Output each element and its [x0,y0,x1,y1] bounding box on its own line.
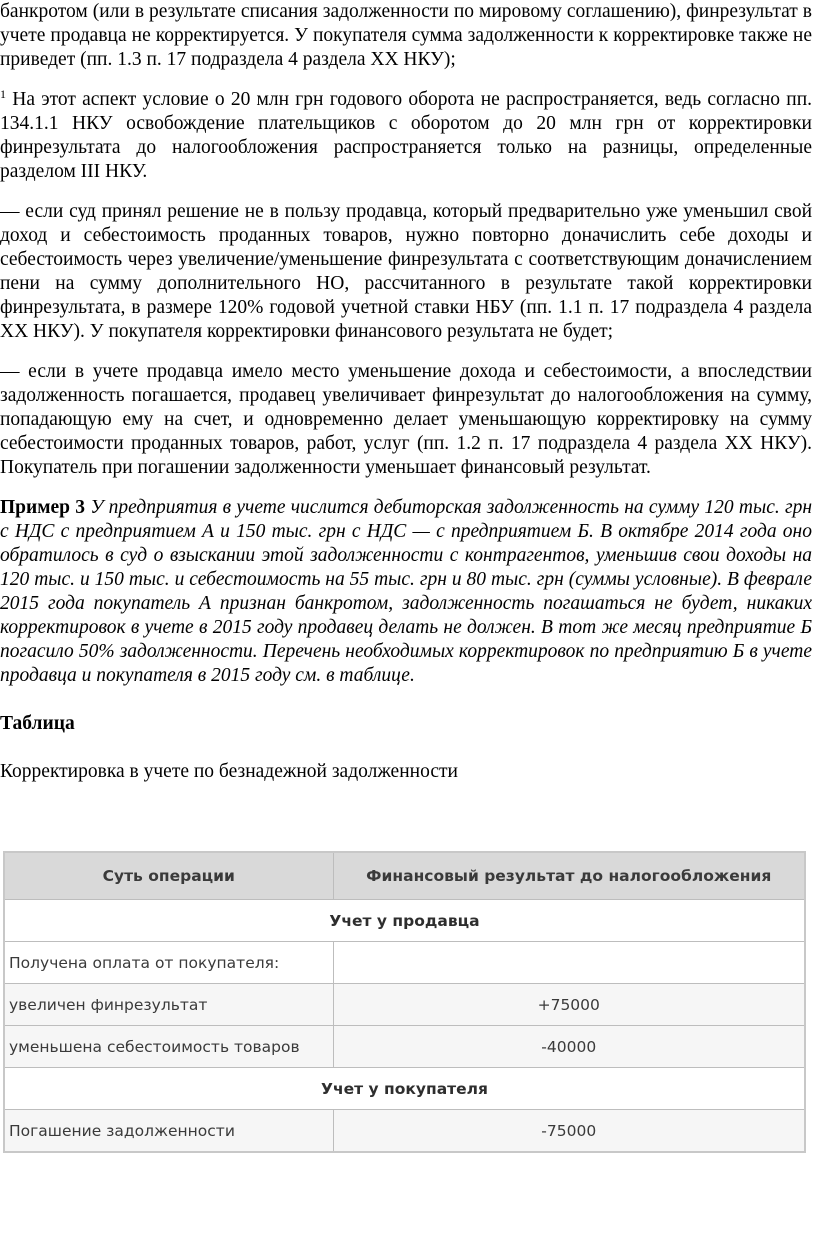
example-label: Пример 3 [0,497,86,518]
table-cell: +75000 [333,984,805,1026]
correction-table-wrapper [3,851,804,1153]
table-row [4,1026,805,1068]
example-paragraph [0,496,812,688]
table-cell: увеличен финрезультат [4,984,333,1026]
section-row-seller [4,900,805,942]
example-text: У предприятия в учете числится дебиторская задолженность на сумму 120 тыс. грн с НДС с предприятием А и 150 тыс. грн с НДС — с предприятием Б. В октябре 2014 года оно обратилось в суд о взыскании этой задолженности с контрагентов, уменьшив свои доходы на 120 тыс. и 150 тыс. и себестоимость на 55 тыс. грн и 80 тыс. грн (суммы условные). В феврале 2015 года покупатель А признан банкротом, задолженность погашаться не будет, никаких корректировок в учете в 2015 году продавец делать не должен. В тот же месяц предприятие Б погасило 50% задолженности. Перечень необходимых корректировок по предприятию Б в учете продавца и покупателя в 2015 году см. в таблице. [0,497,813,686]
footnote [0,88,812,184]
table-cell: -75000 [333,1110,805,1153]
correction-table [3,851,806,1153]
table-row [4,942,805,984]
footnote-text: На этот аспект условие о 20 млн грн годового оборота не распространяется, ведь согласно пп. 134.1.1 НКУ освобождение плательщиков с оборотом до 20 млн грн от корректировки финрезультата до налогообложения распространяется только на разницы, определенные разделом III НКУ. [0,89,813,182]
table-cell: уменьшена себестоимость товаров [4,1026,333,1068]
section-buyer: Учет у покупателя [4,1068,805,1110]
table-row [4,1110,805,1153]
paragraph-1: банкротом (или в результате списания задолженности по мировому соглашению), финрезультат в учете продавца не корректируется. У покупателя сумма задолженности к корректировке также не приведет (пп. 1.3 п. 17 подраздела 4 раздела ХХ НКУ); [0,1,812,70]
paragraph-3: — если в учете продавца имело место уменьшение дохода и себестоимости, а впоследствии задолженность погашается, продавец увеличивает финрезультат до налогообложения на сумму, попадающую ему на счет, и одновременно делает уменьшающую корректировку на сумму себестоимости проданных товаров, работ, услуг (пп. 1.2 п. 17 подраздела 4 раздела ХХ НКУ). Покупатель при погашении задолженности уменьшает финансовый результат. [0,361,812,478]
section-row-buyer [4,1068,805,1110]
table-row [4,984,805,1026]
section-seller: Учет у продавца [4,900,805,942]
table-heading: Таблица [0,713,75,734]
table-cell: Погашение задолженности [4,1110,333,1153]
table-cell [333,942,805,984]
paragraph-2: — если суд принял решение не в пользу продавца, который предварительно уже уменьшил свой доход и себестоимость проданных товаров, нужно повторно доначислить себе доходы и себестоимость через увеличение/уменьшение финрезультата с соответствующим доначислением пени на сумму дополнительного НО, рассчитанного в результате такой корректировки финрезультата, в размере 120% годовой учетной ставки НБУ (пп. 1.1 п. 17 подраздела 4 раздела ХХ НКУ). У покупателя корректировки финансового результата не будет; [0,201,812,342]
header-operation: Суть операции [4,852,333,900]
table-caption: Корректировка в учете по безнадежной задолженности [0,761,458,782]
table-header-row [4,852,805,900]
table-cell: -40000 [333,1026,805,1068]
header-financial-result: Финансовый результат до налогообложения [333,852,805,900]
footnote-mark: 1 [0,87,6,101]
table-cell: Получена оплата от покупателя: [4,942,333,984]
